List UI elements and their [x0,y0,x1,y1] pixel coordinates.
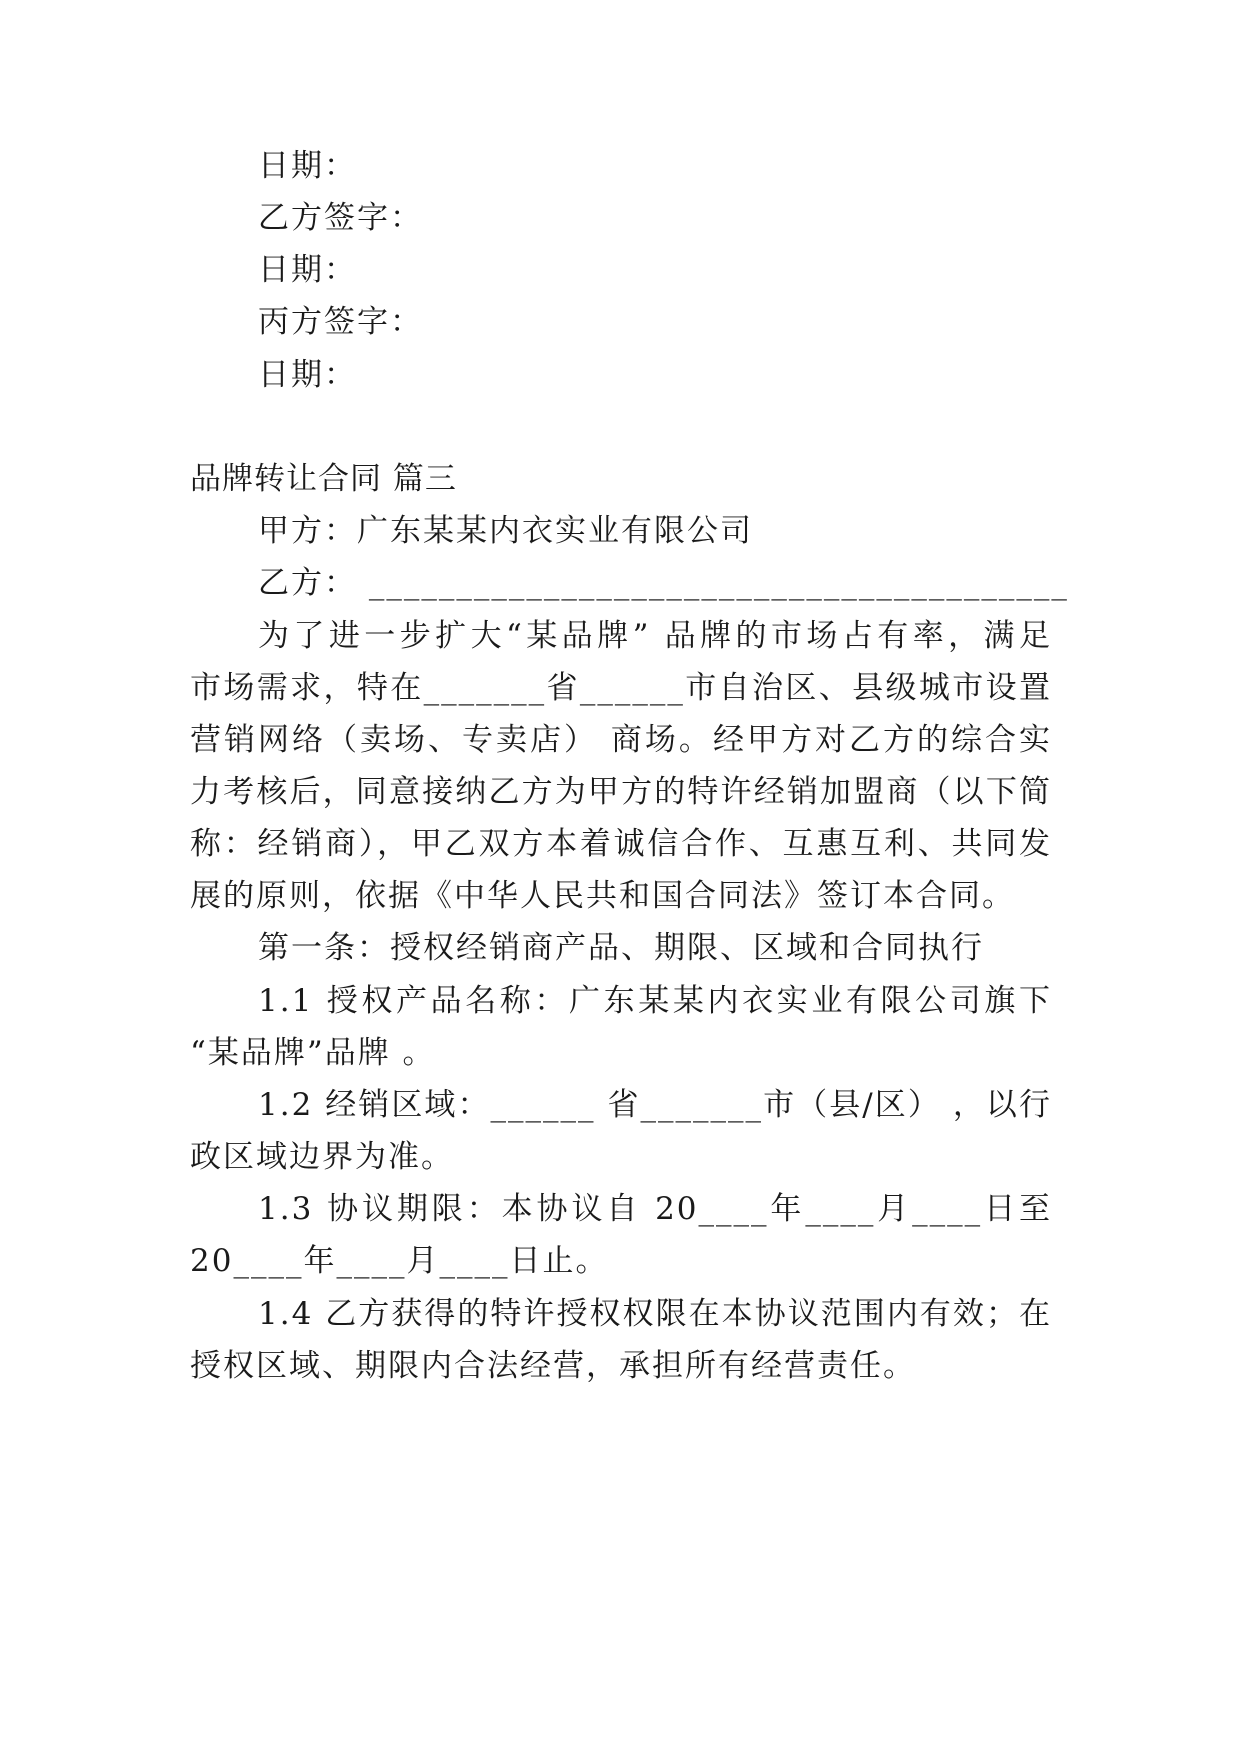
intro-line: 营销网络（卖场、专卖店） 商场。经甲方对乙方的综合实 [190,722,1052,758]
clause-1-4-line: 1.4 乙方获得的特许授权权限在本协议范围内有效；在 [258,1296,1052,1332]
intro-line: 力考核后，同意接纳乙方为甲方的特许经销加盟商（以下简 [190,774,1052,810]
date-label-2: 日期： [258,252,357,288]
intro-line: 市场需求，特在_______省______市自治区、县级城市设置 [190,670,1052,706]
clause-1-3-line: 20____年____月____日止。 [190,1243,609,1279]
article-1-title: 第一条：授权经销商产品、期限、区域和合同执行 [258,930,984,966]
clause-1-2-line: 1.2 经销区域：______ 省_______市（县/区） ，以行 [258,1087,1052,1123]
intro-line: 称：经销商），甲乙双方本着诚信合作、互惠互利、共同发 [190,826,1052,862]
intro-line: 展的原则，依据《中华人民共和国合同法》签订本合同。 [190,878,1015,914]
clause-1-4-line: 授权区域、期限内合法经营，承担所有经营责任。 [190,1348,916,1384]
party-c-signature-label: 丙方签字： [258,304,423,340]
party-b-signature-label: 乙方签字： [258,200,423,236]
date-label-1: 日期： [258,148,357,184]
clause-1-1-line: “某品牌”品牌 。 [190,1035,436,1071]
date-label-3: 日期： [258,357,357,393]
intro-line: 为了进一步扩大“某品牌” 品牌的市场占有率，满足 [258,618,1052,654]
clause-1-2-line: 政区域边界为准。 [190,1139,454,1175]
party-a-line: 甲方：广东某某内衣实业有限公司 [258,513,753,549]
clause-1-1-line: 1.1 授权产品名称：广东某某内衣实业有限公司旗下 [258,983,1052,1019]
party-b-line: 乙方： ________________________________________ [258,565,1069,601]
section-title: 品牌转让合同 篇三 [190,461,457,497]
clause-1-3-line: 1.3 协议期限：本协议自 20____年____月____日至 [258,1191,1053,1227]
